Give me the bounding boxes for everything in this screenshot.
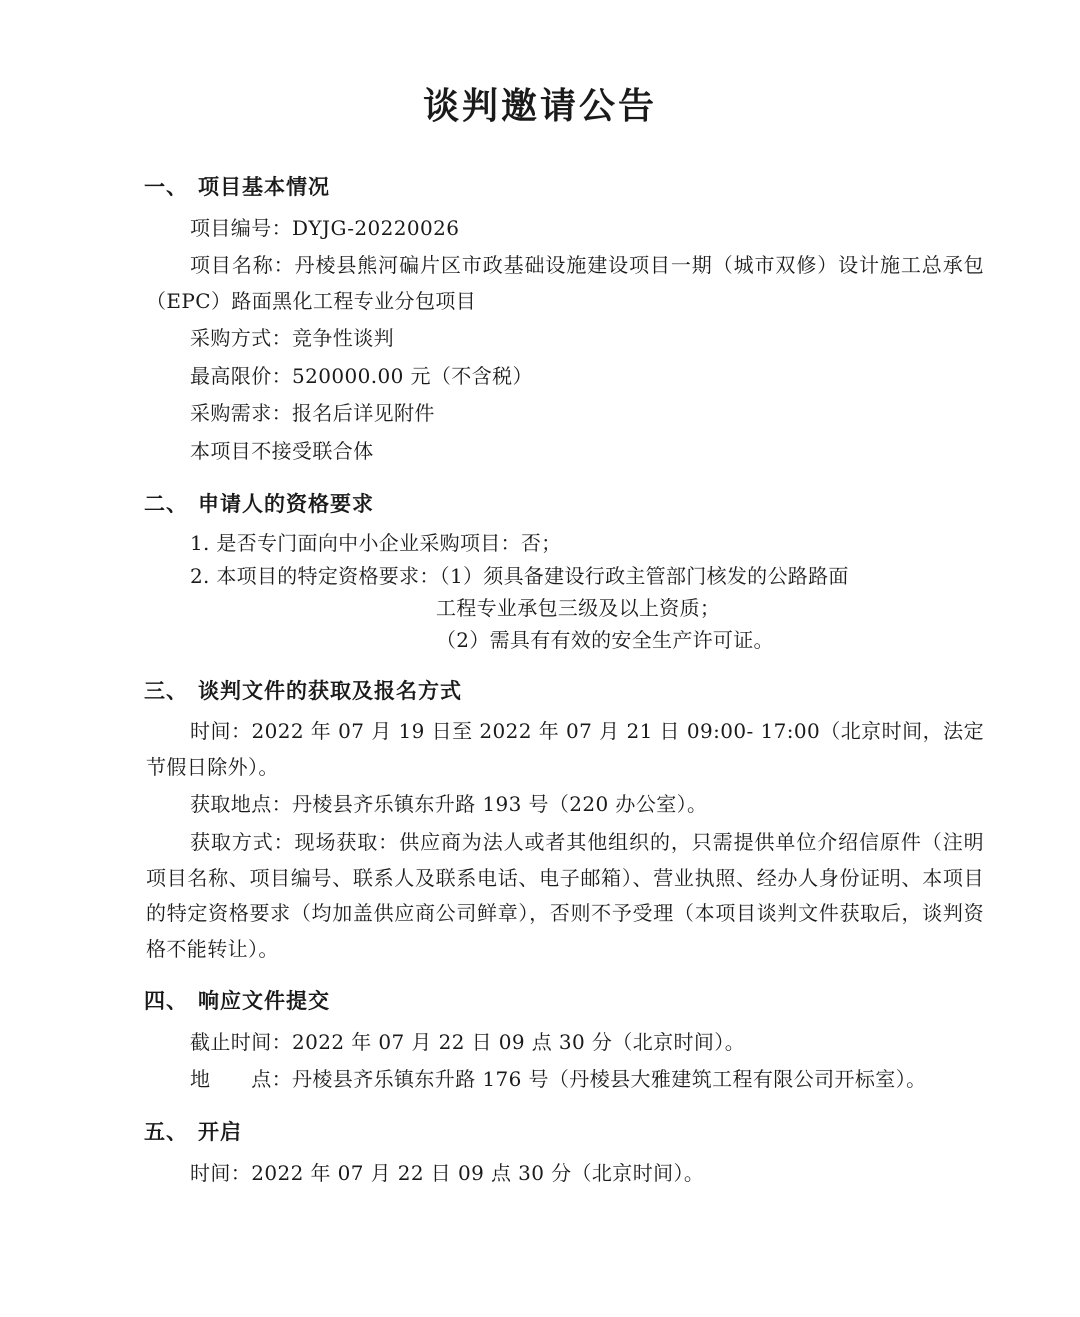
project-number-line: 项目编号：DYJG-20220026 — [190, 215, 460, 240]
procurement-method-line: 采购方式：竞争性谈判 — [190, 326, 394, 351]
page-title: 谈判邀请公告 — [422, 85, 657, 127]
section-body-4 — [96, 1025, 984, 1098]
section-body-5 — [96, 1156, 984, 1192]
project-name-line: 项目名称：丹棱县熊河碥片区市政基础设施建设项目一期（城市双修）设计施工总承包（EPC）路面黑化工程专业分包项目 — [146, 253, 984, 313]
section-heading-5 — [96, 1116, 984, 1148]
section-number-3: 三、 — [144, 677, 188, 703]
section-body-3 — [96, 714, 984, 967]
acquisition-method-line: 获取方式：现场获取：供应商为法人或者其他组织的，只需提供单位介绍信原件（注明项目名称、项目编号、联系人及联系电话、电子邮箱）、营业执照、经办人身份证明、本项目的特定资格要求（均加盖供应商公司鲜章），否则不予受理（本项目谈判文件获取后，谈判资格不能转让）。 — [146, 830, 984, 961]
opening-time-line: 时间：2022 年 07 月 22 日 09 点 30 分（北京时间）。 — [190, 1160, 705, 1185]
section-title-3: 谈判文件的获取及报名方式 — [198, 677, 462, 703]
section-number-1: 一、 — [144, 174, 188, 199]
max-price-line: 最高限价：520000.00 元（不含税） — [190, 363, 533, 388]
submission-deadline-line: 截止时间：2022 年 07 月 22 日 09 点 30 分（北京时间）。 — [190, 1029, 746, 1054]
section-title-4: 响应文件提交 — [198, 988, 330, 1014]
section-heading-3 — [96, 675, 984, 707]
section-heading-1 — [96, 171, 984, 203]
acquisition-place-line: 获取地点：丹棱县齐乐镇东升路 193 号（220 办公室）。 — [190, 792, 708, 817]
no-consortium-line: 本项目不接受联合体 — [190, 439, 374, 464]
section-heading-4 — [96, 985, 984, 1017]
section-number-5: 五、 — [144, 1119, 188, 1145]
section-number-4: 四、 — [144, 988, 188, 1014]
procurement-demand-line: 采购需求：报名后详见附件 — [190, 401, 435, 426]
qualification-item-1: 1. 是否专门面向中小企业采购项目：否； — [190, 531, 562, 556]
section-title-5: 开启 — [198, 1119, 242, 1145]
submission-place-line: 地 点：丹棱县齐乐镇东升路 176 号（丹棱县大雅建筑工程有限公司开标室）。 — [190, 1067, 927, 1092]
section-title-1: 项目基本情况 — [198, 174, 330, 199]
qualification-subitem-1: 工程专业承包三级及以上资质； — [436, 595, 721, 620]
acquisition-time-line: 时间：2022 年 07 月 19 日至 2022 年 07 月 21 日 09:00- 17:00（北京时间，法定节假日除外）。 — [146, 719, 984, 779]
qualification-item-2: 2. 本项目的特定资格要求：（1）须具备建设行政主管部门核发的公路路面 — [190, 563, 849, 588]
section-title-2: 申请人的资格要求 — [198, 490, 374, 516]
section-heading-2 — [96, 488, 984, 520]
section-body-2 — [96, 527, 984, 657]
section-number-2: 二、 — [144, 490, 188, 516]
qualification-subitem-2: （2）需具有有效的安全生产许可证。 — [436, 628, 774, 653]
section-body-1 — [96, 211, 984, 470]
